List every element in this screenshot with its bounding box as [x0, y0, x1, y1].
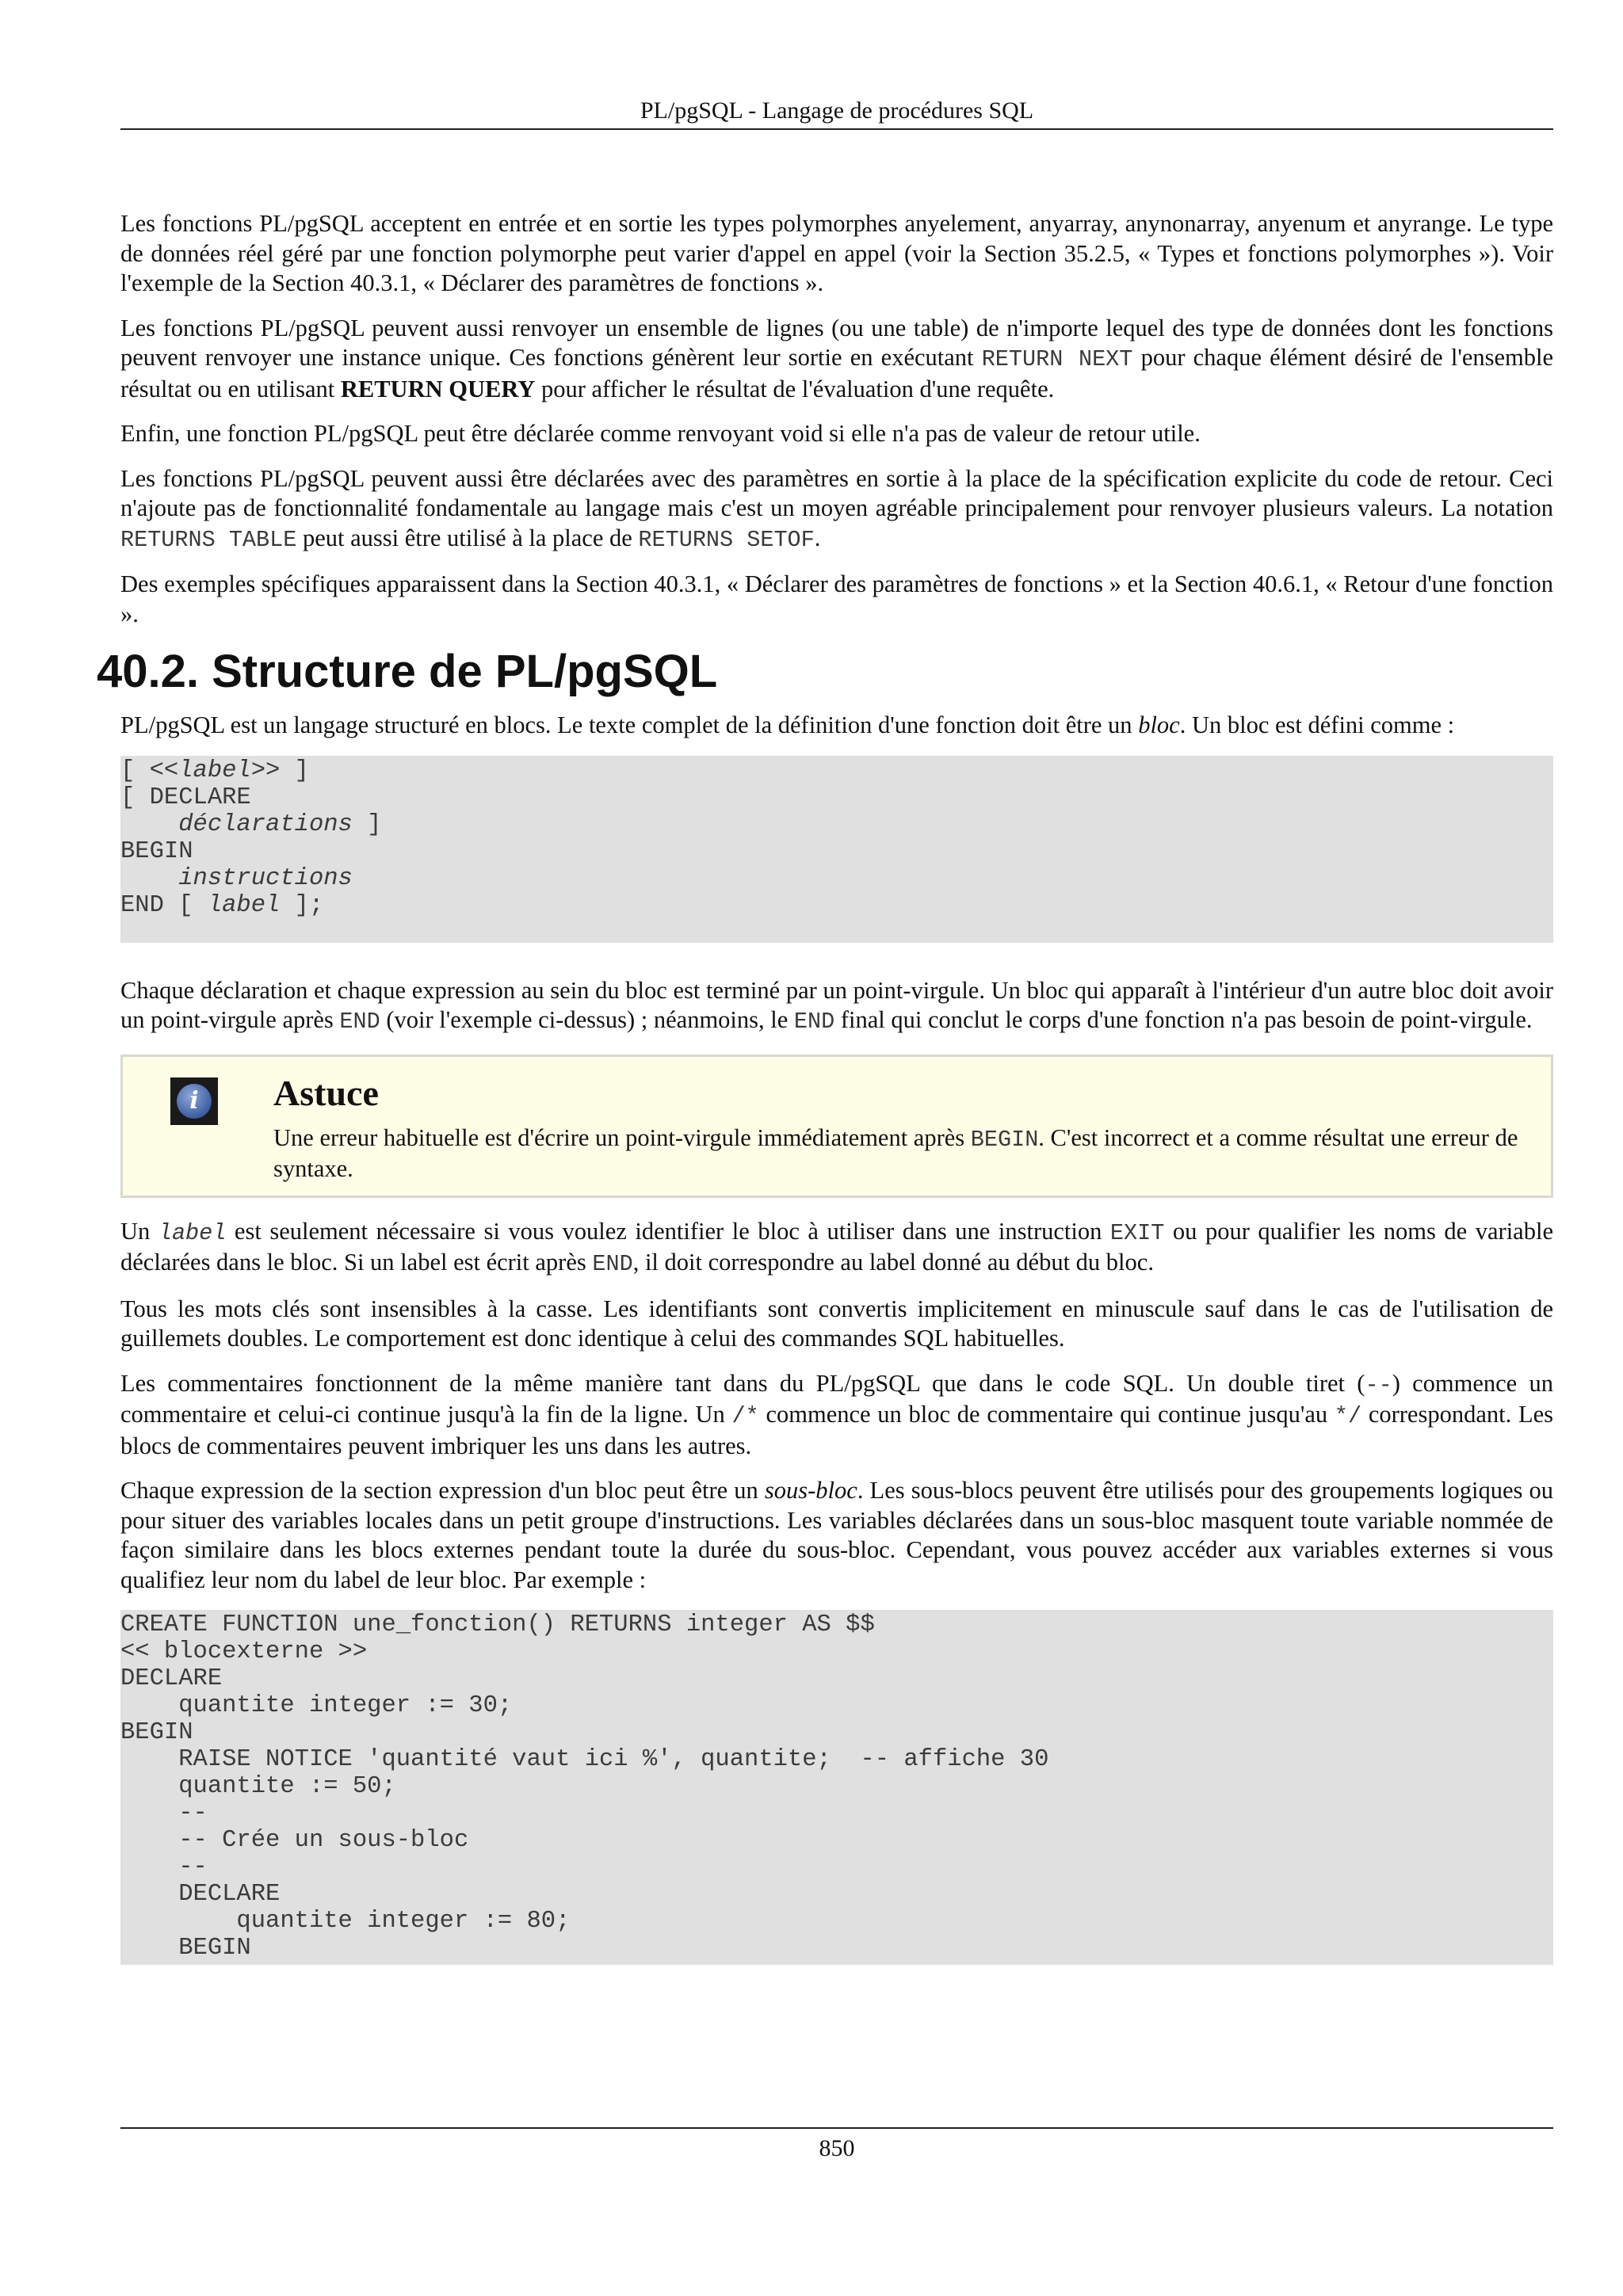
code-line: BEGIN: [120, 837, 193, 865]
tip-box: [120, 1055, 1553, 1198]
code-line: quantite integer := 30;: [120, 1692, 513, 1719]
code-line: déclarations ]: [178, 810, 382, 838]
paragraph-examples-ref: Des exemples spécifiques apparaissent dans la Section 40.3.1, « Déclarer des paramètres de fonctions » et la Section 40.6.1, « Retour d'une fonction ».: [120, 570, 1553, 627]
code-line: BEGIN: [120, 1935, 251, 1962]
tip-text: Une erreur habituelle est d'écrire un point-virgule immédiatement après BEGIN. C'est incorrect et a comme résultat une erreur de syntaxe.: [273, 1123, 1518, 1182]
inline-code: EXIT: [1109, 1219, 1165, 1246]
code-line: << blocexterne >>: [120, 1638, 368, 1665]
inline-code: END: [793, 1009, 835, 1035]
paragraph-label: Un label est seulement nécessaire si vous voulez identifier le bloc à utiliser dans une instruction EXIT ou pour qualifier les noms de variable déclarées dans le bloc. Si un label est écrit après END, il doit correspondre au label donné au début du bloc.: [120, 1217, 1553, 1277]
code-line: [ <<label>> ]: [120, 757, 309, 784]
paragraph-comments: Les commentaires fonctionnent de la même manière tant dans du PL/pgSQL que dans le code SQL. Un double tiret (--) commence un commentaire et celui-ci continue jusqu'à la fin de la ligne. Un /* commence un bloc de commentaire qui continue jusqu'au */ correspondant. Les blocs de commentaires peuvent imbriquer les uns dans les autres.: [120, 1369, 1553, 1459]
code-line: [ DECLARE: [120, 784, 251, 811]
code-line: quantite := 50;: [120, 1773, 396, 1800]
inline-code: RETURN NEXT: [981, 346, 1133, 372]
inline-code: RETURNS SETOF: [638, 526, 815, 553]
page-content: [97, 209, 1553, 1965]
inline-code: BEGIN: [970, 1126, 1039, 1153]
code-line: END [ label ];: [120, 891, 324, 919]
block-syntax-listing: [120, 756, 1553, 943]
code-line: instructions: [178, 864, 353, 892]
paragraph-polymorphic-types: Les fonctions PL/pgSQL acceptent en entrée et en sortie les types polymorphes anyelement, anyarray, anynonarray, anyenum et anyrange. Le type de données réel géré par une fonction polymorphe peut varier d'appel en appel (voir la Section 35.2.5, « Types et fonctions polymorphes »). Voir l'exemple de la Section 40.3.1, « Déclarer des paramètres de fonctions ».: [120, 210, 1553, 296]
paragraph-semicolons: Chaque déclaration et chaque expression au sein du bloc est terminé par un point-virgule. Un bloc qui apparaît à l'intérieur d'un autre bloc doit avoir un point-virgule après END (voir l'exemple ci-dessus) ; néanmoins, le END final qui conclut le corps d'une fonction n'a pas besoin de point-virgule.: [120, 976, 1553, 1035]
code-line: DECLARE: [120, 1665, 223, 1692]
code-line: CREATE FUNCTION une_fonction() RETURNS integer AS $$: [120, 1611, 875, 1638]
code-line: BEGIN: [120, 1719, 193, 1746]
paragraph-output-params: Les fonctions PL/pgSQL peuvent aussi être déclarées avec des paramètres en sortie à la place de la spécification explicite du code de retour. Ceci n'ajoute pas de fonctionnalité fondamentale au langage mais c'est un moyen agréable principalement pour renvoyer plusieurs valeurs. La notation RETURNS TABLE peut aussi être utilisé à la place de RETURNS SETOF.: [120, 464, 1553, 553]
code-line: --: [120, 1854, 208, 1881]
code-line: RAISE NOTICE 'quantité vaut ici %', quantite; -- affiche 30: [120, 1746, 1049, 1773]
inline-code: /*: [731, 1403, 759, 1429]
emphasis: bloc: [1138, 711, 1180, 738]
code-line: -- Crée un sous-bloc: [120, 1827, 469, 1854]
example-code-listing: [120, 1610, 1553, 1965]
inline-code-italic: label: [158, 1219, 227, 1246]
code-line: DECLARE: [120, 1881, 281, 1908]
inline-code: --: [1365, 1371, 1392, 1398]
paragraph-block-intro: PL/pgSQL est un langage structuré en blocs. Le texte complet de la définition d'une fonction doit être un bloc. Un bloc est défini comme :: [120, 711, 1455, 738]
inline-code: */: [1334, 1403, 1362, 1429]
tip-title: Astuce: [273, 1072, 379, 1113]
info-icon: i: [170, 1077, 218, 1125]
code-line: --: [120, 1800, 208, 1827]
inline-code: END: [592, 1251, 633, 1277]
inline-code: END: [339, 1009, 380, 1035]
paragraph-void: Enfin, une fonction PL/pgSQL peut être déclarée comme renvoyant void si elle n'a pas de valeur de retour utile.: [120, 420, 1201, 447]
paragraph-case: Tous les mots clés sont insensibles à la casse. Les identifiants sont convertis implicitement en minuscule sauf dans le cas de l'utilisation de guillemets doubles. Le comportement est donc identique à celui des commandes SQL habituelles.: [120, 1295, 1553, 1352]
paragraph-subblock: Chaque expression de la section expression d'un bloc peut être un sous-bloc. Les sous-blocs peuvent être utilisés pour des groupements logiques ou pour situer des variables locales dans un petit groupe d'instructions. Les variables déclarées dans un sous-bloc masquent toute variable nommée de façon similaire dans les blocs externes pendant toute la durée du sous-bloc. Cependant, vous pouvez accéder aux variables externes si vous qualifiez leur nom du label de leur bloc. Par exemple :: [120, 1477, 1553, 1593]
running-header: PL/pgSQL - Langage de procédures SQL: [640, 97, 1034, 124]
paragraph-set-returning: Les fonctions PL/pgSQL peuvent aussi renvoyer un ensemble de lignes (ou une table) de n'importe lequel des type de données dont les fonctions peuvent renvoyer une instance unique. Ces fonctions génèrent leur sortie en exécutant RETURN NEXT pour chaque élément désiré de l'ensemble résultat ou en utilisant RETURN QUERY pour afficher le résultat de l'évaluation d'une requête.: [120, 314, 1553, 402]
inline-code: RETURNS TABLE: [120, 526, 297, 553]
section-heading: 40.2. Structure de PL/pgSQL: [97, 646, 718, 697]
footer-rule: [120, 2127, 1553, 2129]
bold-keyword: RETURN QUERY: [340, 375, 536, 402]
emphasis: sous-bloc: [764, 1477, 857, 1504]
code-line: quantite integer := 80;: [120, 1908, 571, 1935]
header-rule: [120, 128, 1553, 130]
page-number: 850: [819, 2135, 855, 2161]
